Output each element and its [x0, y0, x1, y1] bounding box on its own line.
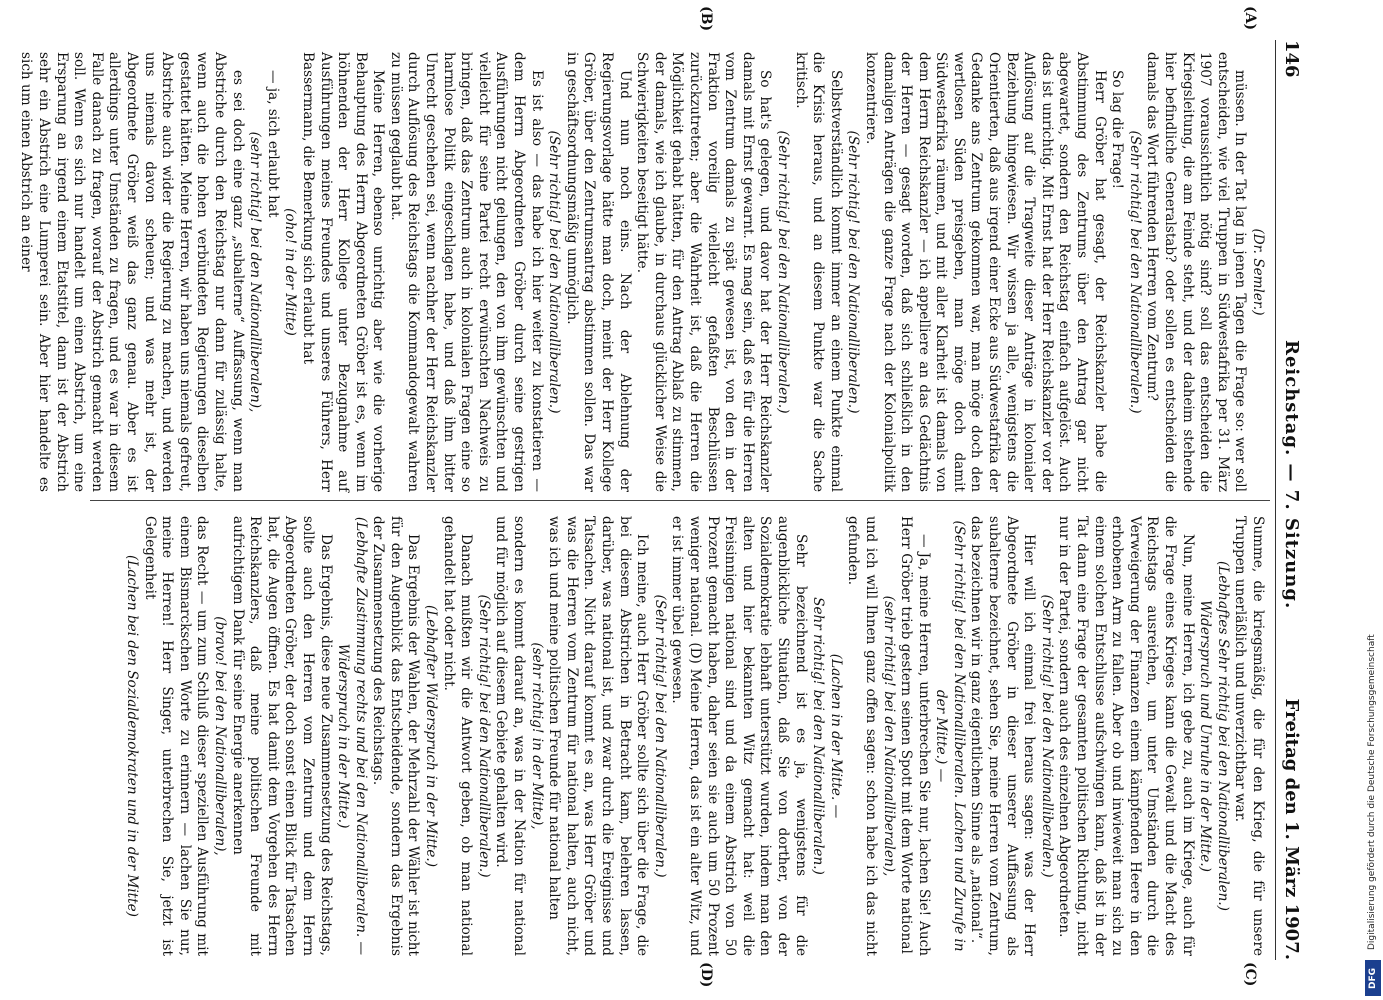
- paragraph: So hat's gelegen, und davor hat der Herr Reichskanzler damals mit Ernst gewarnt. Es mag sein, daß es für die Herren vom Zentrum damals zu spät gewesen ist, von den in der Fraktion voreilig vielleicht gefaßten Beschlüssen zurückzutreten; aber die Wahrheit ist, daß die Herren die Möglichkeit gehabt hätten, für den Antrag Ablaß zu stimmen, der damals, wie ich glaube, in durchaus glücklicher Weise die Schwierigkeiten beseitigt hätte.: [634, 52, 774, 492]
- paragraph: es sei doch eine ganz „subalterne“ Auffassung, wenn man Abstriche durch den Reichstag nur dann für zulässig halte, wenn auch die hohen verbündeten Regierungen dieselben gestattet hätten. Meine Herren, wir haben uns niemals gefreut, Abstriche auch wider die Regierung zu machen, und werden uns niemals davon scheuen; und was mehr ist, der Abgeordnete Gröber weiß das ganz genau. Aber es ist allerdings unter Umständen zu fragen, und es war in diesem Falle danach zu fragen, worauf der Abstrich gemacht werden soll. Wenn es sich nur handelt um einen Abstrich, um eine Ersparung an irgend einem Etatstitel, dann ist der Abstrich sehr ein Abstrich eine Lumperei sein. Aber hier handelte es sich um einen Abstrich an einer: [18, 52, 246, 492]
- interjection: (Lachen in der Mitte. —: [827, 653, 844, 819]
- interjection: Sehr richtig! bei den Nationalliberalen.): [810, 597, 827, 875]
- interjection: (Lachen bei den Sozialdemokraten und in der Mitte): [124, 555, 140, 917]
- paragraph: und ich will Ihnen ganz offen sagen: schon habe ich das nicht gefunden.: [845, 516, 879, 956]
- digitization-credit: Digitalisierung gefördert durch die Deutsche Forschungsgemeinschaft: [1367, 634, 1377, 950]
- margin-mark-c: (C): [1242, 962, 1258, 987]
- paragraph: Meine Herren, ebenso unrichtig aber wie die vorherige Behauptung des Herrn Abgeordneten Gröber ist es, wenn im höhnenden der Herr Kollege unter Bezugnahme auf Ausführungen meines Freundes und unseres Führers, Herr Bassermann, die Bemerkung sich erlaubt hat: [299, 52, 387, 492]
- session-date: Freitag den 1. März 1907.: [1281, 698, 1302, 960]
- paragraph: Nun, meine Herren, ich gebe zu, auch im Kriege, auch für die Frage eines Krieges kann die Gewalt und die Macht des Reichstags ausreichen, um unter Umständen durch die Verweigerung der Finanzen einem kämpfenden Heere in den erhobenen Arm zu fallen. Aber ob und inwieweit man sich zu einem solchen Entschlusse aufschwingen kann, daß ist in der Tat dann eine Frage der gesamten politischen Richtung, nicht nur in der Partei, sondern auch des einzelnen Abgeordneten.: [1056, 516, 1196, 956]
- paragraph: Danach mußten wir die Antwort geben, ob man national gehandelt hat oder nicht.: [440, 516, 475, 956]
- paragraph: sondern es kommt darauf an, was in der Nation für national und für möglich auf diesem Gebiete gehalten wird.: [493, 516, 528, 956]
- paragraph: Und nun noch eins. Nach der Ablehnung der Regierungsvorlage hätte man doch, meint der Herr Kollege Gröber, über den Zentrumsantrag abstimmen sollen. Das war in geschäftsordnungsmäßig unmöglich.: [563, 52, 633, 492]
- interjection: Widerspruch und Unruhe in der Mitte.): [1197, 600, 1214, 872]
- paragraph: Summe, die kriegsmäßig, die für den Krieg, die für unsere Truppen unerläßlich und unverzichtbar war.: [1232, 516, 1266, 956]
- interjection: (sehr richtig! bei den Nationalliberalen),: [247, 131, 264, 413]
- paragraph: Sehr bezeichnend ist es ja, wenigstens für die augenblickliche Situation, daß Sie von dorther, von der Sozialdemokratie lebhaft unterstützt wurden, indem man den alten und hier bekannten Witz gemacht hat: weil die Freisinnigen national sind und da einem Abstrich von 50 Prozent gemacht haben, daher seien sie auch um 50 Prozent weniger national. (D) Meine Herren, das ist ein alter Witz, und er ist immer übel gewesen.: [669, 516, 809, 956]
- interjection: (Sehr richtig! bei den Nationalliberalen.): [475, 594, 492, 878]
- interjection: (Sehr richtig! bei den Nationalliberalen.): [774, 130, 791, 414]
- page-number: 146: [1281, 40, 1302, 78]
- interjection: (bravo! bei den Nationalliberalen),: [211, 616, 228, 856]
- interjection: (Dr. Semler.): [1250, 228, 1266, 316]
- paragraph: Selbstverständlich kommt immer an einem Punkte einmal die Krisis heraus, und an diesem Punkte war die Sache kritisch.: [792, 52, 844, 492]
- right-text-column: [96, 516, 1266, 956]
- interjection: (Lebhafter Widerspruch in der Mitte.): [423, 604, 440, 868]
- paragraph: Das Ergebnis der Wahlen, der Mehrzahl der Wähler ist nicht für den Augenblick das Entscheidende, sondern das Ergebnis der Zusammensetzung des Reichstags.: [370, 516, 422, 956]
- paragraph: das Recht — um zum Schluß dieser speziellen Ausführung mit einem Bismarckschen Worte zu erinnern — lachen Sie nur, meine Herren! Herr Singer, unterbrechen Sie, jetzt ist Gelegenheit: [141, 516, 211, 956]
- dfg-logo: DFG: [1365, 960, 1381, 996]
- interjection: (Lebhafte Zustimmung rechts und bei den Nationalliberalen. — Widerspruch in der Mitte.): [335, 516, 369, 956]
- paragraph: müssen. In der Tat lag in jenen Tagen die Frage so: wer soll entscheiden, wie viel Truppen in Südwestafrika per 31. März 1907 voraussichtlich nötig sind? soll das entscheiden die Kriegsleitung, die am Feinde steht, und der daheim stehende hier befindliche Generalstab? oder sollen es entscheiden die damals das Wort führenden Herren vom Zentrum?: [1144, 52, 1249, 492]
- interjection: (Sehr richtig! bei den Nationalliberalen.): [845, 130, 862, 414]
- interjection: (Sehr richtig! bei den Nationalliberalen. Lachen und Zurufe in der Mitte.) —: [933, 520, 967, 952]
- interjection: (Lebhaftes Sehr richtig bei den Nationalliberalen.): [1214, 560, 1231, 911]
- interjection: (Sehr richtig! bei den Nationalliberalen.): [546, 130, 563, 414]
- margin-mark-a: (A): [1242, 6, 1258, 31]
- margin-mark-d: (D): [698, 962, 714, 988]
- interjection: (Sehr richtig! bei den Nationalliberalen.): [651, 594, 668, 878]
- margin-mark-b: (B): [698, 6, 714, 32]
- header-rule: [1275, 40, 1276, 960]
- left-text-column: [18, 52, 1266, 492]
- interjection: (sehr richtig! bei den Nationalliberalen),: [880, 595, 897, 877]
- paragraph: Herr Gröber hat gesagt, der Reichskanzler habe die Abstimmung des Zentrums über den Antrag gar nicht abgewartet, sondern den Reichstag einfach aufgelöst. Auch das ist unrichtig. Mit Ernst hat der Herr Reichskanzler vor der Auflösung auf die Tragweite dieser Anträge in kolonialer Beziehung hingewiesen. Wir wissen ja alle, wenigstens die Orientierten, daß aus irgend einer Ecke aus Südwestafrika der Gedanke ans Zentrum gekommen war, man möge doch den wertlosen Süden preisgeben, man möge doch damit Südwestafrika räumen, und mit aller Klarheit ist damals von dem Herrn Reichskanzler — ich appelliere an das Gedächtnis der Herren — gesagt worden, daß sich schließlich in den damaligen Anträgen die ganze Frage nach der Kolonialpolitik konzentriere.: [862, 52, 1108, 492]
- page-header: [1274, 40, 1302, 960]
- interjection: (Sehr richtig! bei den Nationalliberalen.): [1126, 130, 1143, 414]
- running-title: Reichstag. — 7. Sitzung.: [1281, 340, 1302, 610]
- paragraph: So lag die Frage!: [1109, 70, 1126, 189]
- interjection: (oho! in der Mitte): [282, 208, 299, 336]
- paragraph: — ja, sich erlaubt hat: [264, 70, 281, 218]
- scanned-page: [18, 0, 1310, 1000]
- interjection: (sehr richtig! in der Mitte),: [528, 642, 545, 830]
- paragraph: — Ja, meine Herren, unterbrechen Sie nur, lachen Sie! Auch Herr Gröber trieb gestern seinen Spott mit dem Worte national: [898, 516, 932, 956]
- column-divider: [90, 500, 1270, 501]
- paragraph: Das Ergebnis, diese neue Zusammensetzung des Reichstags, sollte auch den Herren vom Zentrum und dem Herrn Abgeordneten Gröber, der doch sonst einen Blick für Tatsachen hat, die Augen öffnen. Es hat damit dem Vorgehen des Herrn Reichskanzlers, daß meine politischen Freunde mit aufrichtigem Dank für seine Energie anerkennen: [229, 516, 334, 956]
- paragraph: Es ist also — das habe ich hier weiter zu konstatieren — dem Herrn Abgeordneten Gröber durch seine gestrigen Ausführungen nicht gelungen, den von ihm gewünschten und vielleicht für seine Partei recht erwünschten Nachweis zu bringen, daß das Zentrum auch in kolonialen Fragen eine so harmlose Politik eingeschlagen habe, und daß ihm bitter Unrecht geschehen sei, wenn nachher der Herr Reichskanzler durch Auflösung des Reichstags die Kommandogewalt wahren zu müssen geglaubt hat.: [387, 52, 545, 492]
- interjection: (Sehr richtig! bei den Nationalliberalen.): [1038, 594, 1055, 878]
- paragraph: Hier will ich einmal frei heraus sagen: was der Herr Abgeordnete Gröber in dieser unserer Auffassung als subalterne bezeichnet, sehen Sie, meine Herren vom Zentrum, das bezeichnen wir in ganz eigentlichem Sinne als „national“.: [968, 516, 1038, 956]
- paragraph: Ich meine, auch Herr Gröber sollte sich über die Frage, die bei diesem Abstrichen in Betracht kam, belehren lassen, darüber, was national ist, und zwar durch die Ereignisse und Tatsachen. Nicht darauf kommt es an, was Herr Gröber und was die Herren vom Zentrum für national halten, auch nicht, was ich und meine politischen Freunde für national halten: [546, 516, 651, 956]
